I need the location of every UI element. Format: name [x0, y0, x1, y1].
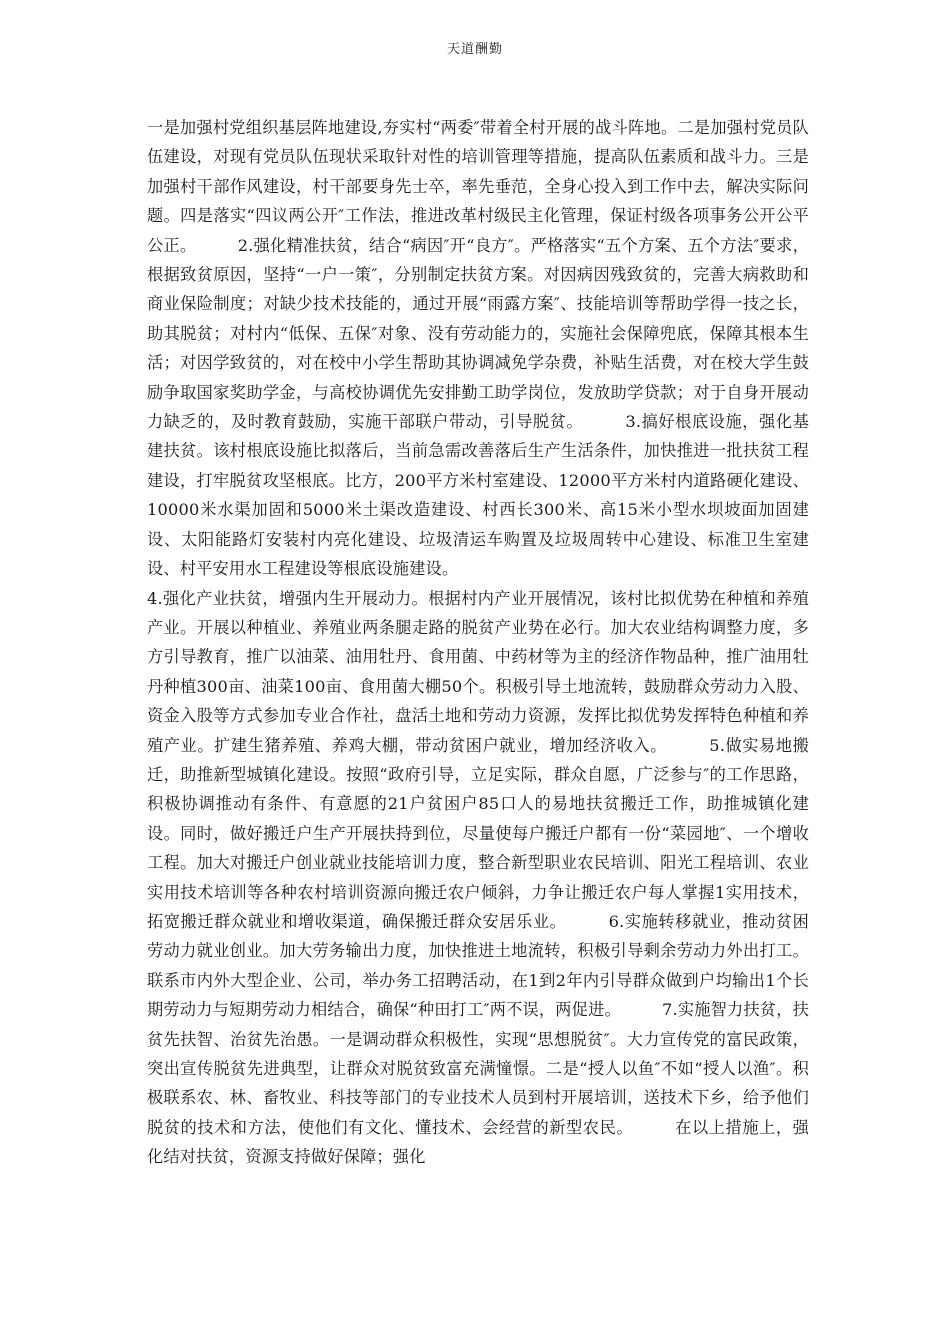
paragraph-2: 4.强化产业扶贫，增强内生开展动力。根据村内产业开展情况，该村比拟优势在种植和养殖产业。开展以种植业、养殖业两条腿走路的脱贫产业势在必行。加大农业结构调整力度，多方引导教育，推广以油菜、油用牡丹、食用菌、中药材等为主的经济作物品种，推广油用牡丹种植300亩、油菜100亩、食用菌大棚50个。积极引导土地流转，鼓励群众劳动力入股、资金入股等方式参加专业合作社，盘活土地和劳动力资源，发挥比拟优势发挥特色种植和养殖产业。扩建生猪养殖、养鸡大棚，带动贫困户就业，增加经济收入。 5.做实易地搬迁，助推新型城镇化建设。按照“政府引导，立足实际，群众自愿，广泛参与″的工作思路，积极协调推动有条件、有意愿的21户贫困户85口人的易地扶贫搬迁工作，助推城镇化建设。同时，做好搬迁户生产开展扶持到位，尽量使每户搬迁户都有一份“菜园地″、一个增收工程。加大对搬迁户创业就业技能培训力度，整合新型职业农民培训、阳光工程培训、农业实用技术培训等各种农村培训资源向搬迁农户倾斜，力争让搬迁农户每人掌握1实用技术，拓宽搬迁群众就业和增收渠道，确保搬迁群众安居乐业。 6.实施转移就业，推动贫困劳动力就业创业。加大劳务输出力度，加快推进土地流转，积极引导剩余劳动力外出打工。联系市内外大型企业、公司，举办务工招聘活动，在1到2年内引导群众做到户均输出1个长期劳动力与短期劳动力相结合，确保“种田打工″两不误，两促进。 7.实施智力扶贫，扶贫先扶智、治贫先治愚。一是调动群众积极性，实现“思想脱贫″。大力宣传党的富民政策，突出宣传脱贫先进典型，让群众对脱贫致富充满憧憬。二是“授人以鱼″不如“授人以渔″。积极联系农、林、畜牧业、科技等部门的专业技术人员到村开展培训，送技术下乡，给予他们脱贫的技术和方法，使他们有文化、懂技术、会经营的新型农民。 在以上措施上，强化结对扶贫，资源支持做好保障；强化 [147, 588, 809, 1167]
document-body [147, 113, 809, 1172]
page-header: 天道酬勤 [446, 42, 503, 57]
paragraph-1: 一是加强村党组织基层阵地建设,夯实村“两委″带着全村开展的战斗阵地。二是加强村党员队伍建设，对现有党员队伍现状采取针对性的培训管理等措施，提高队伍素质和战斗力。三是加强村干部作风建设，村干部要身先士卒，率先垂范，全身心投入到工作中去，解决实际问题。四是落实“四议两公开″工作法，推进改革村级民主化管理，保证村级各项事务公开公平公正。 2.强化精准扶贫，结合“病因″开“良方″。严格落实“五个方案、五个方法″要求，根据致贫原因，坚持“一户一策″，分别制定扶贫方案。对因病因残致贫的，完善大病救助和商业保险制度；对缺少技术技能的，通过开展“雨露方案″、技能培训等帮助学得一技之长，助其脱贫；对村内“低保、五保″对象、没有劳动能力的，实施社会保障兜底，保障其根本生活；对因学致贫的，对在校中小学生帮助其协调减免学杂费，补贴生活费，对在校大学生鼓励争取国家奖助学金，与高校协调优先安排勤工助学岗位，发放助学贷款；对于自身开展动力缺乏的，及时教育鼓励，实施干部联户带动，引导脱贫。 3.搞好根底设施，强化基建扶贫。该村根底设施比拟落后，当前急需改善落后生产生活条件，加快推进一批扶贫工程建设，打牢脱贫攻坚根底。比方，200平方米村室建设、12000平方米村内道路硬化建设、10000米水渠加固和5000米土渠改造建设、村西长300米、高15米小型水坝坡面加固建设、太阳能路灯安装村内亮化建设、垃圾清运车购置及垃圾周转中心建设、标准卫生室建设、村平安用水工程建设等根底设施建设。 [147, 118, 809, 579]
